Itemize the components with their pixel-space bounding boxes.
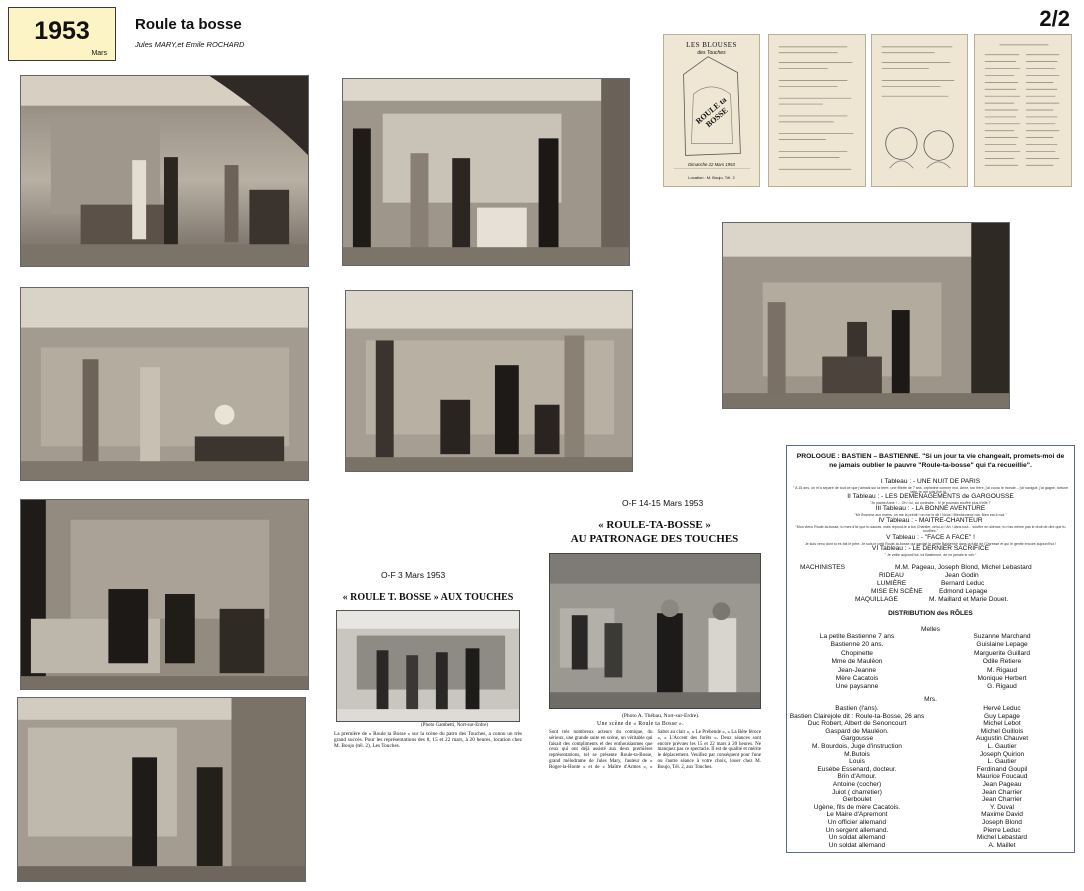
- clipping-text: Sont très nombreux acteurs du comique, du sérieux, une grande suite en scène, un véritable qui faisait des compliments et des enthousiasmes que ceux qui ont déjà assisté aux deux premières représentations, tel se présente Roule-ta-Bosse, grand mélodrame de Jules Mary, l'auteur de « Roger-la-Honte » et de « Maître d'Armes », « Sabot au clair », « Le Prébende », « La Bête féroce », « L'Accent des forêts ». Deux séances sont encore prévues les 15 et 22 mars à 20 heures. Ne manquez pas ce spectacle. Il est de qualité et mérite le déplacement. Veuillez par conséquent pour l'une ou l'autre séance à votre choix, louer chez M. Boujo, Tél. 2, aux Touches.: [549, 730, 761, 770]
- program-page: [871, 34, 968, 187]
- year-label: 1953: [34, 17, 90, 45]
- cast-role: Le Maire d'Apremont: [826, 811, 888, 819]
- clipping-caption: O-F 3 Mars 1953: [381, 570, 446, 580]
- program-cover: [663, 34, 760, 187]
- stage-photo: [20, 499, 309, 690]
- crew-role: MACHINISTES: [800, 564, 846, 571]
- crew-role: MISE EN SCÈNE: [871, 588, 923, 595]
- cast-role: Un sergent allemand.: [825, 826, 889, 834]
- crew-names: M. Maillard et Marie Douet.: [929, 596, 1009, 603]
- cast-actor: Jean Charrier: [982, 796, 1022, 804]
- program-cover-line1: LES BLOUSES: [686, 41, 737, 49]
- cast-role: Bastien (l'ans).: [835, 705, 879, 712]
- clipping-title-line1: « ROULE-TA-BOSSE »: [598, 519, 711, 531]
- cast-actor: L. Gautier: [987, 758, 1017, 766]
- program-page: [974, 34, 1072, 187]
- tableau-title: V Tableau : - "FACE A FACE" !: [886, 534, 975, 541]
- cast-actor: Marguerite Guillard: [973, 649, 1031, 657]
- tableau-quote: Je suis venu dont tu es fait le père. Je suis le petit Roule-ta-bosse qui gardait le petite Bastienne dans la fuite de l'Ogresse et qui le gentle encore aujourd'hui !: [804, 542, 1057, 546]
- cast-actor: Guislaine Lepage: [976, 641, 1028, 649]
- cast-role: Ugène, fils de mère Cacatois.: [813, 803, 901, 811]
- clipping-photo-credit: (Photo Gambetti, Nort-sur-Erdre): [421, 723, 488, 728]
- month-label: Mars: [91, 50, 107, 57]
- cast-role: Un soldat allemand: [828, 841, 886, 849]
- clipping-text: La première de « Roule ta Bosse » sur la scène du patro des Touches, a connu un très grand succès. Pour les représentations des 8, 15 et 22 mars, à 20 heures, location chez M. Boujo (tél. 2), Les Touches.: [334, 731, 522, 750]
- cast-role: M.Butois: [844, 750, 870, 758]
- cast-role: Duc Robert, Albert de Senoncourt: [807, 720, 907, 728]
- tableau-quote: " A 15 ans, on m'a séparé de tout ce que j'aimais sur la terre, une fillette de 7 ans, orpheline comme moi, Anne, ton frère, j'ai couru le monde... j'ai navigué, j'ai gagné, fortune faite, je me suis fixé ici...": [793, 486, 1068, 494]
- cast-actor: Joseph Blond: [982, 819, 1022, 826]
- clipping-caption: O-F 14-15 Mars 1953: [622, 498, 704, 508]
- cast-actor: Maurice Foucaud: [976, 773, 1028, 781]
- cast-actor: M. Rigaud: [986, 666, 1018, 674]
- cast-role: Bastienne 20 ans.: [830, 641, 884, 649]
- tableau-quote: "Mr l'homme aux mains, on me la prédit ! on me le dit ! Nous ! Bienheureux ma. Bien est-il moi.": [854, 513, 1007, 517]
- program-cover-title: ROULE ta BOSSE: [693, 95, 730, 130]
- cast-actor: Odile Retiere: [982, 658, 1022, 666]
- clipping-photo: [336, 610, 520, 722]
- cast-role: Mère Cacatois: [835, 675, 879, 682]
- tableau-title: III Tableau : - LA BONNE AVENTURE: [875, 505, 986, 512]
- newspaper-clipping: [542, 511, 767, 779]
- cast-actor: Jean Pageau: [982, 781, 1022, 788]
- cast-role: Chopinette: [841, 649, 873, 657]
- men-title: Mrs.: [924, 696, 937, 703]
- cast-actor: Joseph Quirion: [979, 750, 1025, 758]
- cast-role: Gaspard de Mauléon.: [825, 727, 889, 735]
- cast-actor: Michel Lebastard: [976, 834, 1028, 842]
- cast-actor: Suzanne Marchand: [973, 633, 1031, 640]
- tableau-title: IV Tableau : - MAITRE-CHANTEUR: [878, 517, 983, 524]
- tableau-title: I Tableau : - UNE NUIT DE PARIS: [880, 478, 981, 485]
- cast-role: Une paysanne: [835, 683, 879, 691]
- tableau-quote: "Je plains Anne ! ... Oh ! ici, au contraire... N' je pourrais souffrir plus d'elle !": [870, 501, 991, 505]
- year-box: [8, 7, 116, 61]
- cast-role: Jean-Jeanne: [837, 666, 877, 674]
- tableau-quote: " Je veille aujourd'hui, toi Bastienne, de ne jamais le voir.": [884, 553, 977, 557]
- tableau-quote: "Mon vieux Roule-ta-bosse, tu mes d'ici que tu sauras, mais répond-le à ton Chantier, celui-ci ! Ah ! dans tout... souffre en silence, tu n'as même pas le droit de dire que tu souffres.": [795, 525, 1066, 533]
- stage-photo: [17, 697, 306, 882]
- stage-photo: [20, 287, 309, 481]
- tableau-title: II Tableau : - LES DEMENAGEMENTS de GARGOUSSE: [847, 493, 1014, 500]
- stage-photo: [722, 222, 1010, 409]
- cast-role: M. Bourdois, Juge d'instruction: [812, 743, 902, 750]
- cast-role: Un soldat allemand: [828, 834, 886, 842]
- page-number: 2/2: [1039, 6, 1070, 31]
- cast-role: Juiot ( charretier): [832, 788, 882, 796]
- cast-actor: Ferdinand Goupil: [976, 765, 1028, 773]
- cast-actor: G. Rigaud: [987, 683, 1017, 691]
- clipping-title-line2: AU PATRONAGE DES TOUCHES: [570, 533, 739, 545]
- cast-actor: Guy Lepage: [984, 712, 1020, 720]
- cast-actor: Michel Lebot: [983, 720, 1021, 728]
- cast-actor: Augustin Chauvet: [975, 735, 1029, 743]
- clipping-photo-caption: Une scène de « Roule ta Bosse ».: [597, 721, 684, 727]
- cast-role: Brin d'Amour.: [837, 773, 877, 781]
- cast-role: Louis: [849, 758, 865, 766]
- clipping-photo: [549, 553, 761, 709]
- crew-names: M.M. Pageau, Joseph Blond, Michel Lebastard: [895, 564, 1032, 571]
- stage-photo: [20, 75, 309, 267]
- cast-actor: Jean Charrier: [982, 788, 1022, 796]
- crew-role: MAQUILLAGE: [855, 596, 898, 603]
- crew-names: Bernard Leduc: [941, 580, 985, 587]
- clipping-title: « ROULE T. BOSSE » AUX TOUCHES: [342, 592, 514, 603]
- play-title: Roule ta bosse: [135, 16, 242, 33]
- cast-role: Gerboulet: [842, 796, 872, 804]
- newspaper-clipping: [331, 584, 525, 756]
- cast-actor: Pierre Leduc: [983, 826, 1021, 834]
- cast-role: Eusèbe Essenard, docteur.: [817, 765, 897, 773]
- cast-role: La petite Bastienne 7 ans: [819, 633, 895, 640]
- clipping-photo-credit: (Photo A. Thébau, Nort-sur-Erdre).: [622, 713, 700, 719]
- cast-actor: Maxime David: [981, 811, 1023, 819]
- cast-actor: Hervé Leduc: [983, 705, 1021, 712]
- prologue-text: PROLOGUE : BASTIEN – BASTIENNE. "Si un jour ta vie changeait, promets-moi de ne jamais oublier le pauvre "Roule-ta-bosse" qui t'a recueillie".: [796, 453, 1065, 469]
- cast-role: Mme de Mauléon: [831, 658, 883, 666]
- cast-role: Un officier allemand: [827, 819, 887, 826]
- cast-role: Gargousse: [840, 735, 874, 743]
- crew-names: Jean Godin: [945, 572, 979, 579]
- program-page: [768, 34, 866, 187]
- cast-actor: Y. Duval: [989, 803, 1015, 811]
- women-title: Melles: [920, 626, 941, 633]
- program-cover-location: Location : M. Boujo, Tél. 2: [688, 175, 735, 180]
- play-authors: Jules MARY,et Emile ROCHARD: [135, 40, 245, 49]
- distribution-title: DISTRIBUTION des RÔLES: [888, 610, 973, 617]
- crew-role: RIDEAU: [879, 572, 904, 579]
- cast-actor: Monique Herbert: [977, 675, 1027, 682]
- cast-role: Bastien Clairejole dit : Roule-ta-Bosse, 26 ans: [789, 712, 925, 720]
- cast-box: [786, 445, 1075, 853]
- cast-actor: A. Maillet: [988, 841, 1016, 849]
- crew-names: Edmond Lepage: [939, 588, 988, 595]
- tableau-title: VI Tableau : - LE DERNIER SACRIFICE: [871, 545, 990, 552]
- cast-actor: Michel Guillois: [980, 727, 1024, 735]
- program-cover-date: Dimanche 22 Mars 1953: [688, 162, 735, 167]
- cast-role: Antoine (cocher): [832, 781, 882, 788]
- stage-photo: [342, 78, 630, 266]
- stage-photo: [345, 290, 633, 472]
- program-cover-line2: des Touches: [697, 50, 726, 56]
- cast-actor: L. Gautier: [987, 743, 1017, 750]
- crew-role: LUMIÈRE: [877, 580, 907, 587]
